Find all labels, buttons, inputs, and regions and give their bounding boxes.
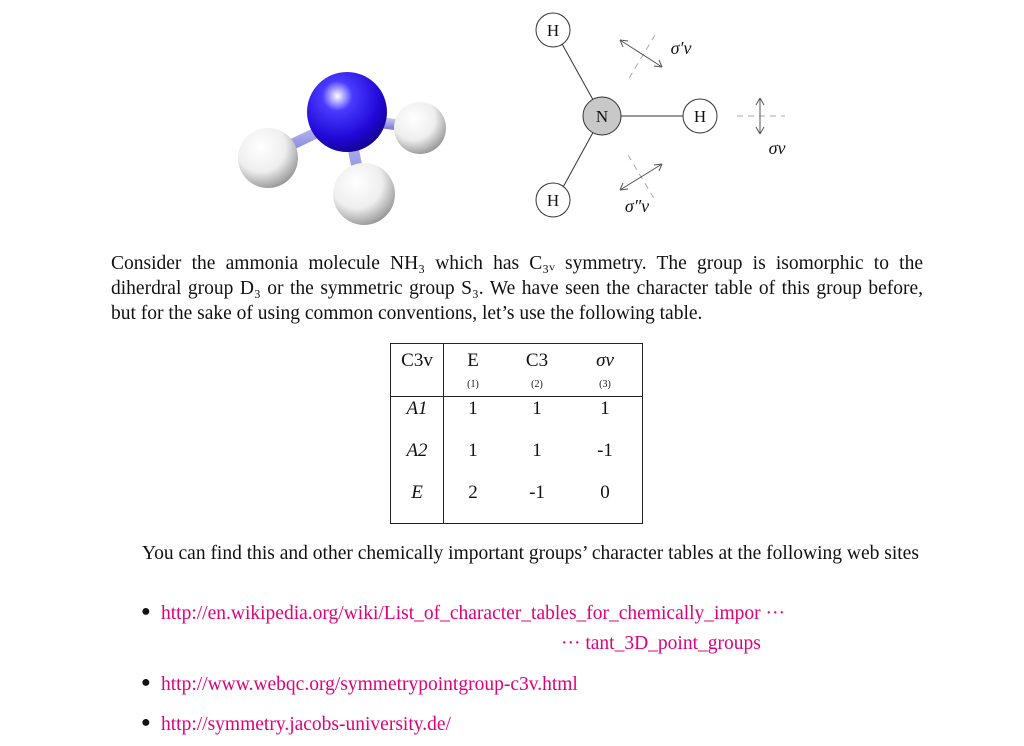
group-header: C3v	[401, 350, 433, 371]
class-size: (3)	[599, 379, 611, 390]
h-atom-label: H	[546, 191, 560, 210]
bullet: ●	[141, 674, 151, 691]
h-atom-label: H	[693, 107, 707, 126]
bullet: ●	[141, 603, 151, 620]
class-header: E	[467, 350, 479, 371]
wikipedia-link-continuation[interactable]: ··· tant_3D_point_groups	[561, 633, 761, 654]
class-header: σv	[596, 350, 614, 371]
sigma-v-prime-label: σ′v	[670, 38, 692, 58]
hydrogen-sphere	[238, 128, 298, 188]
character-value: 1	[532, 398, 542, 419]
character-table	[390, 343, 643, 524]
ammonia-figure	[0, 0, 1024, 240]
websites-paragraph: You can find this and other chemically important groups’ character tables at the following web sites	[142, 543, 919, 564]
ammonia-schematic	[536, 13, 785, 217]
irrep-label: E	[411, 482, 423, 503]
character-value: 0	[600, 482, 610, 503]
class-size: (2)	[531, 379, 543, 390]
table-vertical-rule	[443, 344, 444, 523]
hydrogen-sphere	[394, 102, 446, 154]
jacobs-link[interactable]: http://symmetry.jacobs-university.de/	[161, 714, 451, 735]
class-header: C3	[525, 350, 549, 371]
character-value: 1	[468, 440, 478, 461]
sigma-v-double-prime-label: σ″v	[624, 196, 650, 216]
irrep-label: A1	[406, 398, 428, 419]
wikipedia-link[interactable]: http://en.wikipedia.org/wiki/List_of_character_tables_for_chemically_impor ···	[161, 603, 785, 624]
character-value: 1	[468, 398, 478, 419]
character-value: 2	[468, 482, 478, 503]
table-horizontal-rule	[391, 396, 642, 397]
irrep-label: A2	[406, 440, 428, 461]
sigma-v-label: σv	[768, 138, 786, 158]
character-value: -1	[529, 482, 545, 503]
ammonia-3d-model	[238, 72, 446, 225]
hydrogen-sphere	[333, 163, 395, 225]
character-value: -1	[597, 440, 613, 461]
h-atom-label: H	[546, 21, 560, 40]
class-size: (1)	[467, 379, 479, 390]
n-atom-label: N	[595, 107, 609, 126]
character-value: 1	[600, 398, 610, 419]
nitrogen-sphere	[307, 72, 387, 152]
character-value: 1	[532, 440, 542, 461]
webqc-link[interactable]: http://www.webqc.org/symmetrypointgroup-c3v.html	[161, 674, 578, 695]
bullet: ●	[141, 714, 151, 731]
intro-paragraph: Consider the ammonia molecule NH₃ which has C₃ᵥ symmetry. The group is isomorphic to the diherdral group D₃ or the symmetric group S₃. We have seen the character table of this group before, but for the sake of using common conventions, let’s use the following table.	[111, 253, 923, 324]
